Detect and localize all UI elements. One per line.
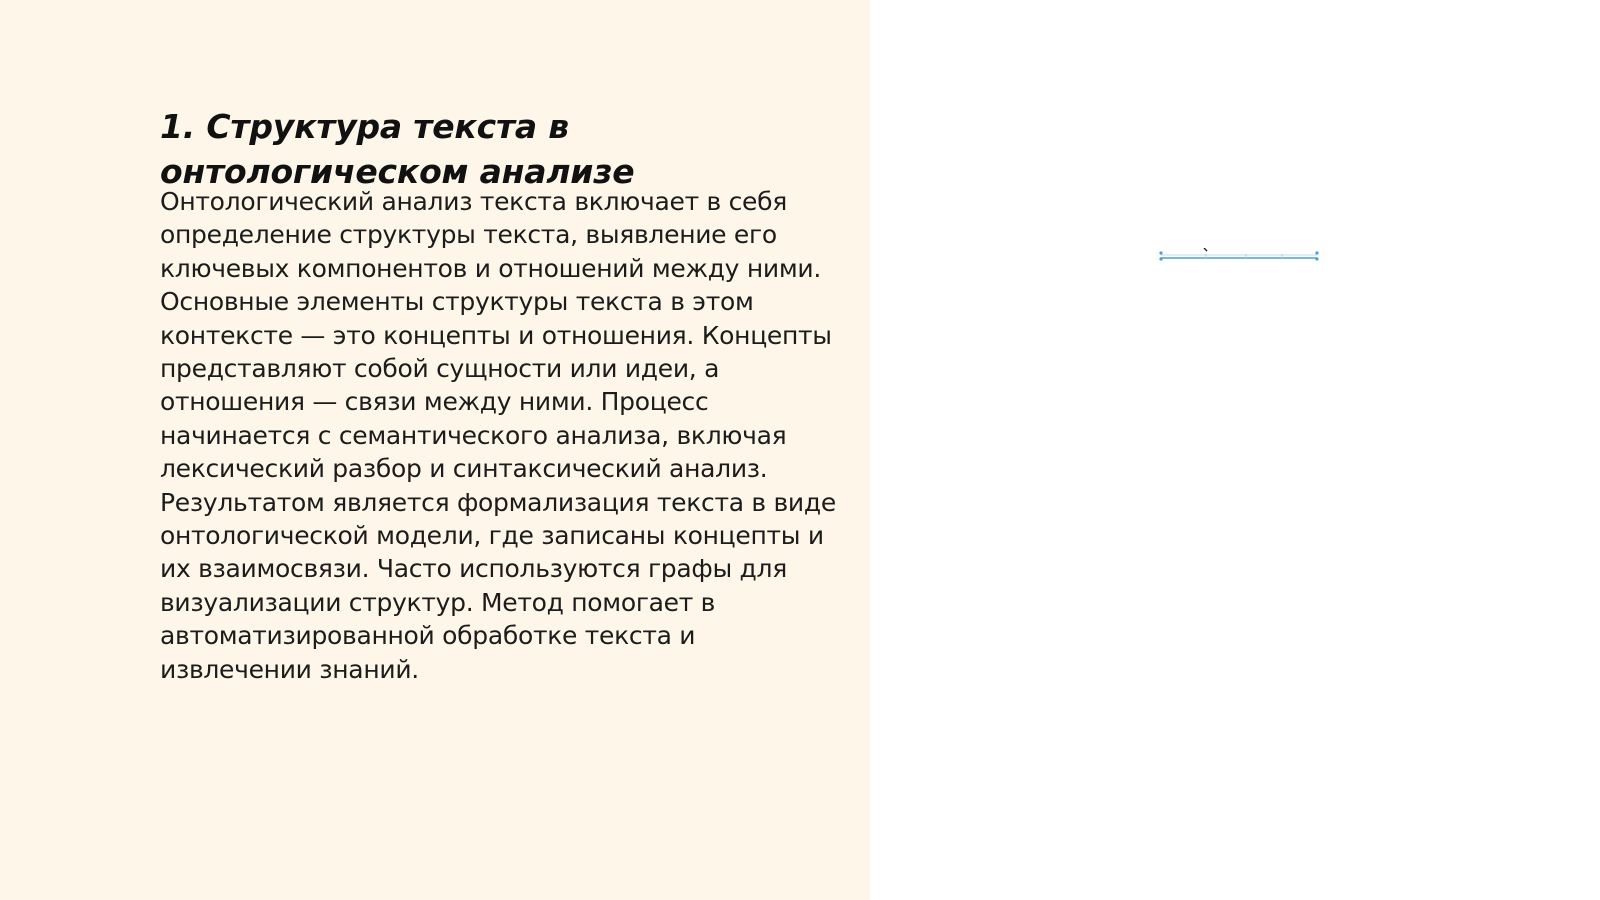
slide-body-text: Онтологический анализ текста включает в себя определение структуры текста, выявление его ключевых компонентов и отношений между ними. Основные элементы структуры текста в этом контексте — это концепты и отношения. Концепты представляют собой сущности или идеи, а отношения — связи между ними. Процесс начинается с семантического анализа, включая лексический разбор и синтаксический анализ. Результатом является формализация текста в виде онтологической модели, где записаны концепты и их взаимосвязи. Часто используются графы для визуализации структур. Метод помогает в автоматизированной обработке текста и извлечении знаний.: [160, 187, 836, 684]
broken-image-placeholder-icon: [1158, 248, 1320, 264]
image-panel: [870, 0, 1600, 900]
slide-title: 1. Структура текста в онтологическом анализе: [160, 107, 635, 191]
